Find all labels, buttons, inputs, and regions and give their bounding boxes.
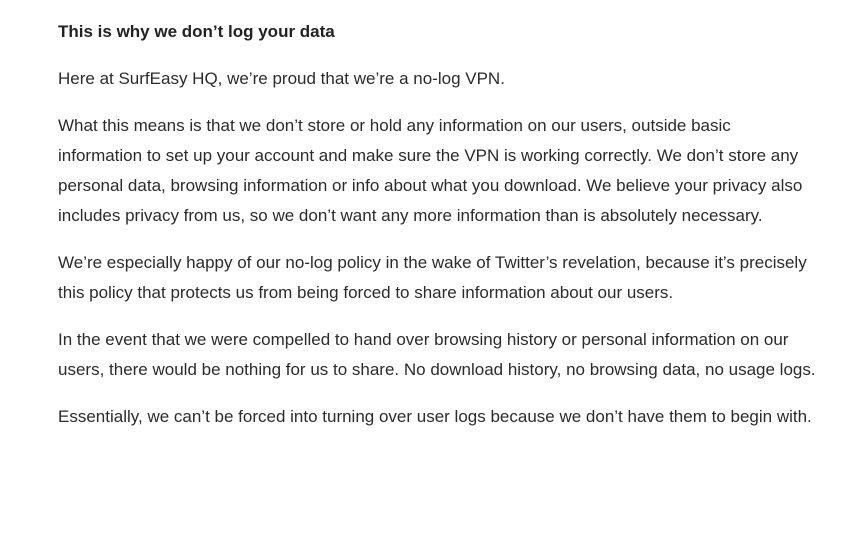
paragraph-meaning: What this means is that we don’t store or hold any information on our users, outside basic information to set up your account and make sure the VPN is working correctly. We don’t store any personal data, browsing information or info about what you download. We believe your privacy also includes privacy from us, so we don’t want any more information than is absolutely necessary. [58,116,803,225]
paragraph-compelled: In the event that we were compelled to hand over browsing history or personal information on our users, there would be nothing for us to share. No download history, no browsing data, no usage logs. [58,330,816,379]
section-heading: This is why we don’t log your data [58,22,335,41]
paragraph-essentially: Essentially, we can’t be forced into turning over user logs because we don’t have them to begin with. [58,407,812,426]
paragraph-twitter: We’re especially happy of our no-log policy in the wake of Twitter’s revelation, because it’s precisely this policy that protects us from being forced to share information about our users. [58,253,807,302]
article-body [58,18,818,432]
paragraph-intro: Here at SurfEasy HQ, we’re proud that we’re a no-log VPN. [58,69,505,88]
